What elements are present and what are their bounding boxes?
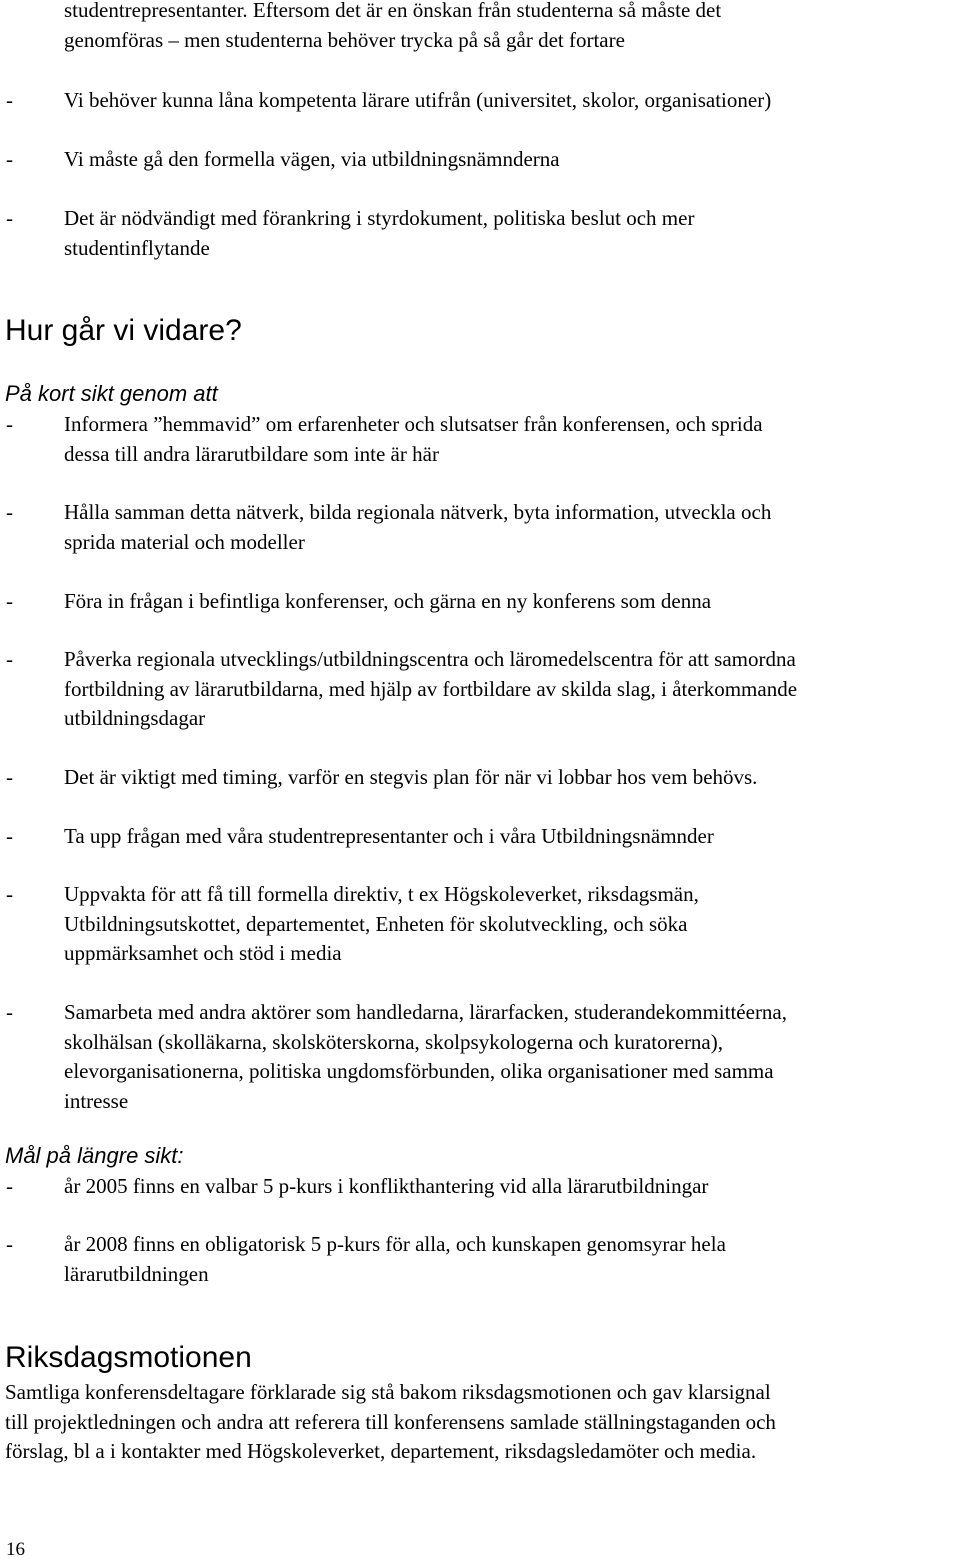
bullet-dash: - [6, 1232, 13, 1256]
list-item-line: fortbildning av lärarutbildarna, med hjälp av fortbildare av skilda slag, i återkommande [64, 676, 798, 701]
list-item-line: Ta upp frågan med våra studentrepresentanter och i våra Utbildningsnämnder [64, 824, 714, 848]
paragraph-line: Samtliga konferensdeltagare förklarade sig stå bakom riksdagsmotionen och gav klarsignal [5, 1380, 771, 1404]
bullet-dash: - [6, 882, 13, 906]
bullet-dash: - [6, 824, 13, 848]
list-item-line: Informera ”hemmavid” om erfarenheter och slutsatser från konferensen, och sprida [64, 412, 763, 436]
intro-paragraph [64, 0, 944, 55]
paragraph-line: till projektledningen och andra att referera till konferensens samlade ställningstaganden och [5, 1409, 776, 1434]
bullet-dash: - [6, 206, 13, 230]
page-number: 16 [6, 1539, 25, 1560]
list-item-line: Hålla samman detta nätverk, bilda regionala nätverk, byta information, utveckla och [64, 500, 772, 524]
bullet-dash: - [6, 500, 13, 524]
list-item-line: lärarutbildningen [64, 1261, 209, 1286]
bullet-dash: - [6, 647, 13, 671]
intro-line: studentrepresentanter. Eftersom det är en önskan från studenterna så måste det [64, 0, 722, 22]
list-item-line: sprida material och modeller [64, 529, 305, 554]
bullet-dash: - [6, 147, 13, 171]
bullet-dash: - [6, 1174, 13, 1198]
subheading: På kort sikt genom att [5, 381, 218, 406]
list-item-line: Påverka regionala utvecklings/utbildningscentra och läromedelscentra för att samordna [64, 647, 796, 671]
list-item-line: Vi måste gå den formella vägen, via utbildningsnämnderna [64, 147, 560, 171]
list-item-line: Det är viktigt med timing, varför en stegvis plan för när vi lobbar hos vem behövs. [64, 765, 758, 789]
subheading: Mål på längre sikt: [5, 1143, 184, 1168]
list-item-line: Utbildningsutskottet, departementet, Enheten för skolutveckling, och söka [64, 911, 688, 936]
list-item-line: dessa till andra lärarutbildare som inte är här [64, 441, 439, 466]
list-item-line: år 2005 finns en valbar 5 p-kurs i konflikthantering vid alla lärarutbildningar [64, 1174, 709, 1198]
bullet-dash: - [6, 765, 13, 789]
paragraph-line: förslag, bl a i kontakter med Högskoleverket, departement, riksdagsledamöter och media. [5, 1439, 757, 1463]
section-heading: Riksdagsmotionen [5, 1341, 252, 1374]
bullet-dash: - [6, 1000, 13, 1024]
list-item-line: år 2008 finns en obligatorisk 5 p-kurs för alla, och kunskapen genomsyrar hela [64, 1232, 726, 1256]
list-item-line: Föra in frågan i befintliga konferenser, och gärna en ny konferens som denna [64, 589, 712, 613]
intro-line: genomföras – men studenterna behöver trycka på så går det fortare [64, 27, 625, 52]
list-item-line: Vi behöver kunna låna kompetenta lärare utifrån (universitet, skolor, organisationer) [64, 88, 772, 112]
list-item-line: uppmärksamhet och stöd i media [64, 941, 342, 965]
bullet-dash: - [6, 589, 13, 613]
bullet-dash: - [6, 412, 13, 436]
list-item-line: studentinflytande [64, 235, 210, 260]
list-item-line: skolhälsan (skolläkarna, skolsköterskorna, skolpsykologerna och kuratorerna), [64, 1029, 723, 1054]
list-item-line: elevorganisationerna, politiska ungdomsförbunden, olika organisationer med samma [64, 1059, 774, 1083]
body-paragraph [5, 1378, 945, 1467]
list-item-line: intresse [64, 1088, 129, 1113]
section-heading: Hur går vi vidare? [5, 314, 242, 347]
list-item-line: Samarbeta med andra aktörer som handledarna, lärarfacken, studerandekommittéerna, [64, 1000, 788, 1024]
list-item-line: utbildningsdagar [64, 706, 206, 730]
bullet-dash: - [6, 88, 13, 112]
list-item-line: Uppvakta för att få till formella direktiv, t ex Högskoleverket, riksdagsmän, [64, 882, 699, 906]
list-item-line: Det är nödvändigt med förankring i styrdokument, politiska beslut och mer [64, 206, 695, 230]
